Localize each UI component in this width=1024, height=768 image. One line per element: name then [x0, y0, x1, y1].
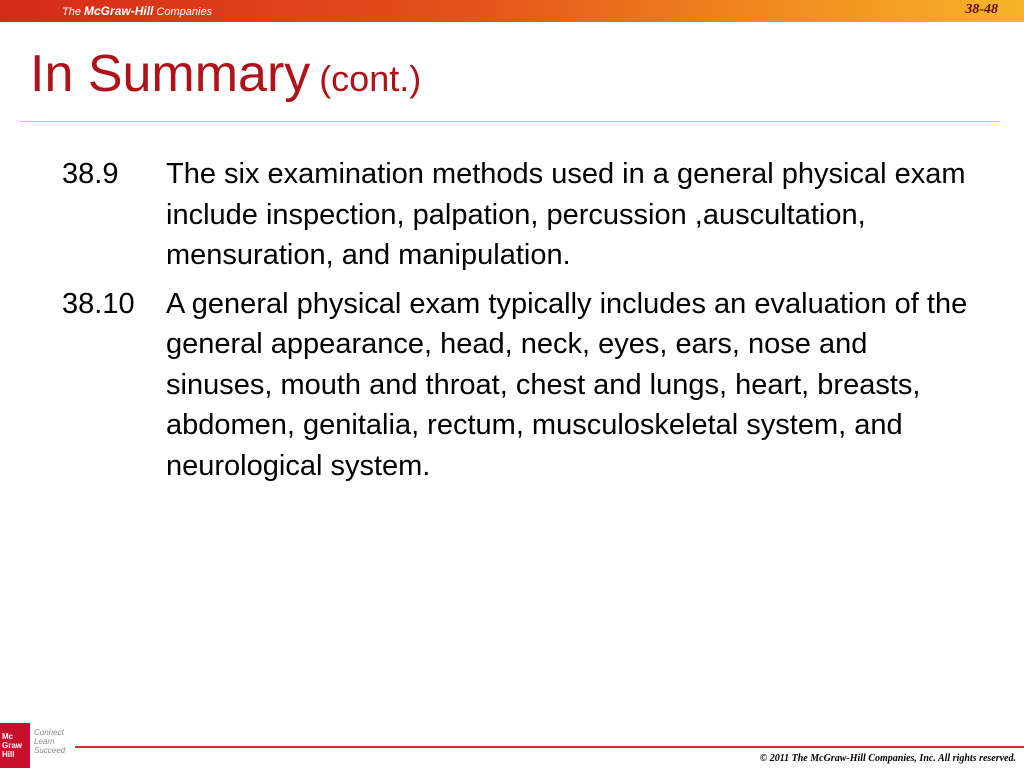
tagline: [34, 728, 65, 755]
brand-prefix: The: [62, 6, 85, 18]
logo-text: [2, 732, 22, 759]
tagline-line: Succeed: [34, 746, 66, 755]
logo-line: Mc: [2, 732, 14, 741]
brand-suffix: Companies: [153, 6, 213, 18]
mcgraw-hill-logo: [0, 723, 30, 768]
summary-item: [62, 284, 972, 487]
title-divider: [20, 121, 1000, 122]
header-bar: [0, 0, 1024, 22]
title-sub: (cont.): [319, 58, 422, 99]
brand-wordmark: [62, 4, 212, 18]
summary-list: [62, 154, 972, 494]
logo-line: Graw: [2, 741, 23, 750]
summary-item: [62, 154, 972, 276]
item-text: A general physical exam typically includes an evaluation of the general appearance, head, neck, eyes, ears, nose and sinuses, mouth and throat, chest and lungs, heart, breasts, abdomen, genitalia, rectum, musculoskeletal system, and neurological system.: [166, 287, 968, 482]
logo-line: Hill: [2, 750, 15, 759]
copyright-notice: © 2011 The McGraw-Hill Companies, Inc. All rights reserved.: [759, 753, 1016, 764]
tagline-line: Connect: [34, 728, 64, 737]
slide-number: 38-48: [965, 2, 998, 17]
item-text: The six examination methods used in a general physical exam include inspection, palpation, percussion ,auscultation, mensuration, and manipulation.: [166, 158, 966, 271]
item-number: 38.9: [62, 158, 119, 190]
brand-name: McGraw-Hill: [84, 4, 154, 18]
title-main: In Summary: [30, 45, 311, 103]
tagline-line: Learn: [34, 737, 55, 746]
slide-title: [30, 45, 422, 103]
footer-divider: [75, 746, 1024, 748]
item-number: 38.10: [62, 287, 135, 320]
